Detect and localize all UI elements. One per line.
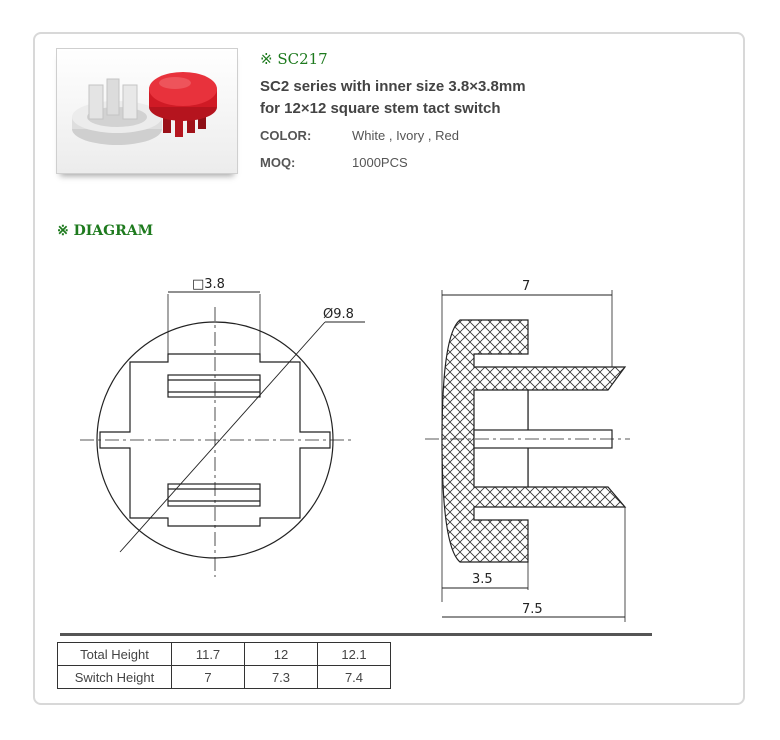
description-line-1: SC2 series with inner size 3.8×3.8mm <box>260 78 526 95</box>
table-cell: 7.4 <box>318 666 391 689</box>
table-cell: 11.7 <box>172 643 245 666</box>
section-divider <box>60 633 652 636</box>
head-thickness-dim: 3.5 <box>472 572 493 587</box>
switch-height-label: Switch Height <box>58 666 172 689</box>
product-photo <box>56 48 238 174</box>
table-row <box>58 666 391 689</box>
diagram-title: ※ DIAGRAM <box>57 223 154 239</box>
description-line-2: for 12×12 square stem tact switch <box>260 100 501 117</box>
table-cell: 12 <box>245 643 318 666</box>
color-value: White , Ivory , Red <box>352 128 459 143</box>
moq-label: MOQ: <box>260 155 296 170</box>
color-label: COLOR: <box>260 128 312 143</box>
outer-diameter-dim: Ø9.8 <box>323 307 354 322</box>
section-view <box>425 290 630 622</box>
total-height-label: Total Height <box>58 643 172 666</box>
table-cell: 7.3 <box>245 666 318 689</box>
model-number: ※ SC217 <box>260 50 328 68</box>
front-view <box>80 292 365 577</box>
height-table <box>57 642 391 689</box>
table-cell: 12.1 <box>318 643 391 666</box>
total-length-dim: 7.5 <box>522 602 543 617</box>
cap-length-dim: 7 <box>522 279 531 294</box>
technical-drawing <box>60 262 660 632</box>
inner-square-dim: □3.8 <box>192 277 225 292</box>
moq-value: 1000PCS <box>352 155 408 170</box>
table-row <box>58 643 391 666</box>
table-cell: 7 <box>172 666 245 689</box>
